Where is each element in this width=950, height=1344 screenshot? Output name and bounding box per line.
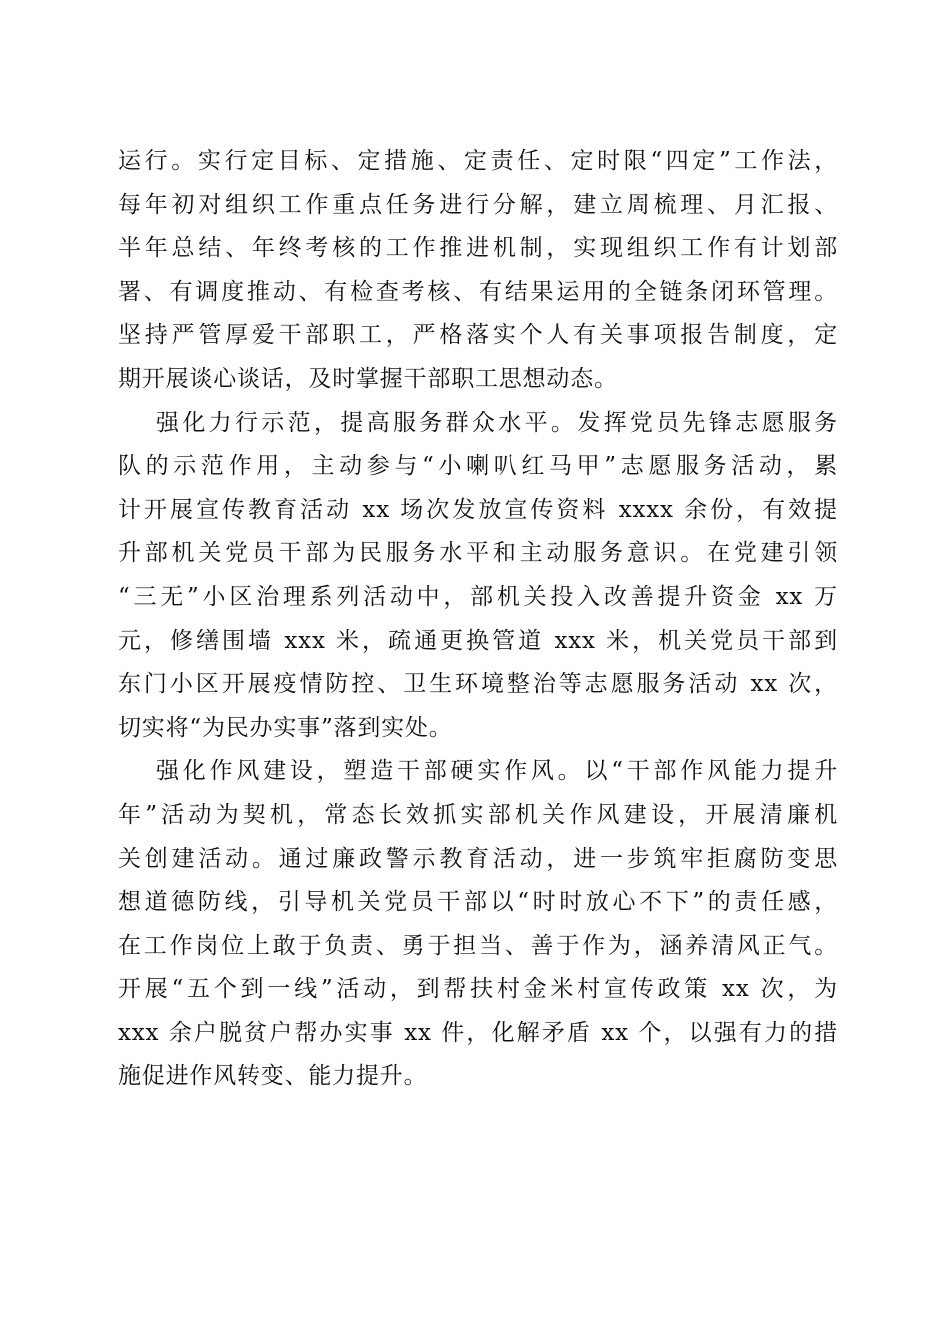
paragraph-3 [118,750,838,1099]
text-line: 运行。实行定目标、定措施、定责任、定时限“四定”工作法， [118,148,838,174]
text-line: 想道德防线，引导机关党员干部以“时时放心不下”的责任感， [118,889,838,916]
text-line: 坚持严管厚爱干部职工，严格落实个人有关事项报告制度，定 [118,322,838,349]
text-line: 计开展宣传教育活动 xx 场次发放宣传资料 xxxx 余份，有效提 [118,496,838,523]
text-line: 年”活动为契机，常态长效抓实部机关作风建设，开展清廉机 [118,801,838,828]
text-line: xxx 余户脱贫户帮办实事 xx 件，化解矛盾 xx 个，以强有力的措 [118,1019,838,1046]
text-line: 强化作风建设，塑造干部硬实作风。以“干部作风能力提升 [156,758,838,785]
text-line: 东门小区开展疫情防控、卫生环境整治等志愿服务活动 xx 次， [118,671,838,698]
text-line: 开展“五个到一线”活动，到帮扶村金米村宣传政策 xx 次，为 [118,976,838,1003]
text-line: 切实将“为民办实事”落到实处。 [118,714,453,741]
text-line: 施促进作风转变、能力提升。 [118,1063,428,1090]
text-line: 在工作岗位上敢于负责、勇于担当、善于作为，涵养清风正气。 [118,932,838,959]
paragraph-2 [118,402,838,751]
text-line: 强化力行示范，提高服务群众水平。发挥党员先锋志愿服务 [156,409,838,436]
text-line: 半年总结、年终考核的工作推进机制，实现组织工作有计划部 [118,235,838,262]
text-line: 升部机关党员干部为民服务水平和主动服务意识。在党建引领 [118,540,838,567]
text-line: 署、有调度推动、有检查考核、有结果运用的全链条闭环管理。 [118,278,838,305]
text-line: 元，修缮围墙 xxx 米，疏通更换管道 xxx 米，机关党员干部到 [118,627,838,654]
text-line: 每年初对组织工作重点任务进行分解，建立周梳理、月汇报、 [118,191,838,218]
text-line: “三无”小区治理系列活动中，部机关投入改善提升资金 xx 万 [118,583,838,610]
text-line: 队的示范作用，主动参与“小喇叭红马甲”志愿服务活动，累 [118,453,838,480]
text-line: 关创建活动。通过廉政警示教育活动，进一步筑牢拒腐防变思 [118,845,838,872]
text-line: 期开展谈心谈话，及时掌握干部职工思想动态。 [118,365,618,392]
paragraph-1 [118,140,838,402]
document-body [118,140,838,1099]
